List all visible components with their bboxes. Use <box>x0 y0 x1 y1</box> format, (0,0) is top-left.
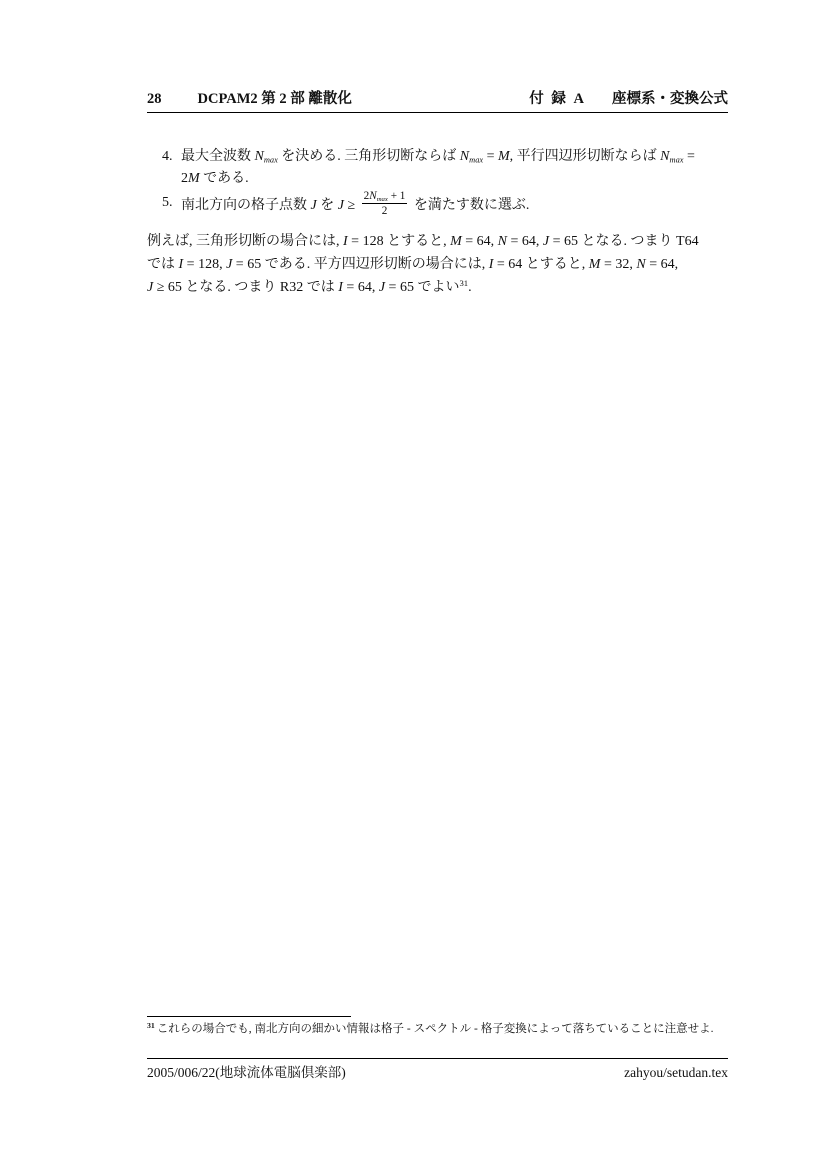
footer-date: 2005/006/22(地球流体電脳倶楽部) <box>147 1065 346 1080</box>
math-variable: N <box>497 234 507 249</box>
math-subscript: max <box>376 196 388 204</box>
math-variable: M <box>450 234 462 249</box>
math-subscript: max <box>669 155 684 165</box>
list-item-number: 5. <box>162 195 173 210</box>
header-right <box>529 90 728 108</box>
math-variable: M <box>188 171 200 186</box>
math-variable: M <box>498 149 510 164</box>
footnote <box>147 1021 728 1037</box>
fraction-numerator: $2N_{max} + 1$ <box>363 190 406 204</box>
document-title: DCPAM2 第 2 部 離散化 <box>197 91 352 107</box>
math-variable: N <box>369 190 377 202</box>
math-variable: M <box>588 257 601 272</box>
superscript-reference: 31 <box>459 278 469 289</box>
text-line: J ≥ 65 となる. つまり R32 では I = 64, J = 65 でよい$^{31}$. <box>147 278 472 295</box>
math-variable: J <box>147 280 154 295</box>
math-variable: N <box>636 257 646 272</box>
math-variable: I <box>338 280 343 295</box>
text-line: 2M である. <box>181 171 249 186</box>
math-variable: J <box>378 280 386 295</box>
text-line: 南北方向の格子点数 J を J ≥ $\frac{2N_{max} + 1}{2}$ を満たす数に選ぶ. <box>181 190 530 218</box>
math-variable: J <box>542 234 550 249</box>
math-variable: N <box>459 149 470 164</box>
math-variable: I <box>343 234 348 249</box>
math-fraction <box>362 190 408 218</box>
text-line: 例えば, 三角形切断の場合には, I = 128 とすると, M = 64, N = 64, J = 65 となる. つまり T64 <box>147 234 699 249</box>
page-number: 28 <box>147 91 162 107</box>
header-left <box>147 90 352 108</box>
body-paragraph <box>147 230 747 299</box>
math-variable: J <box>337 198 344 214</box>
math-variable: J <box>310 198 317 214</box>
page-footer <box>147 1064 728 1082</box>
footer-filename: zahyou/setudan.tex <box>624 1065 728 1080</box>
fraction-denominator: 2 <box>381 205 388 218</box>
math-variable: J <box>226 257 233 272</box>
math-variable: N <box>660 149 670 164</box>
math-variable: I <box>488 257 494 272</box>
text-line: では I = 128, J = 65 である. 平方四辺形切断の場合には, I = 64 とすると, M = 32, N = 64, <box>147 257 679 272</box>
header-rule <box>147 112 728 113</box>
footnote-marker: 31 <box>147 1021 155 1031</box>
list-item-5 <box>147 192 747 220</box>
section-title: 座標系・変換公式 <box>612 91 728 107</box>
footnote-rule <box>147 1016 351 1017</box>
math-subscript: max <box>469 155 484 165</box>
footnote-text: これらの場合でも, 南北方向の細かい情報は格子 - スペクトル - 格子変換によって落ちていることに注意せよ. <box>156 1023 714 1035</box>
page-header <box>147 90 728 108</box>
math-variable: I <box>178 257 184 272</box>
list-item-body <box>147 192 747 220</box>
appendix-label: 付 録 A <box>529 91 586 107</box>
list-item-4 <box>147 146 747 190</box>
list-item-body <box>147 146 747 190</box>
list-item-number: 4. <box>162 149 173 164</box>
math-variable: N <box>254 149 264 164</box>
math-subscript: max <box>263 155 278 165</box>
text-line: 最大全波数 $N_{max}$ を決める. 三角形切断ならば $N_{max} = M$, 平行四辺形切断ならば $N_{max}$ = <box>181 149 695 165</box>
footer-rule <box>147 1058 728 1059</box>
